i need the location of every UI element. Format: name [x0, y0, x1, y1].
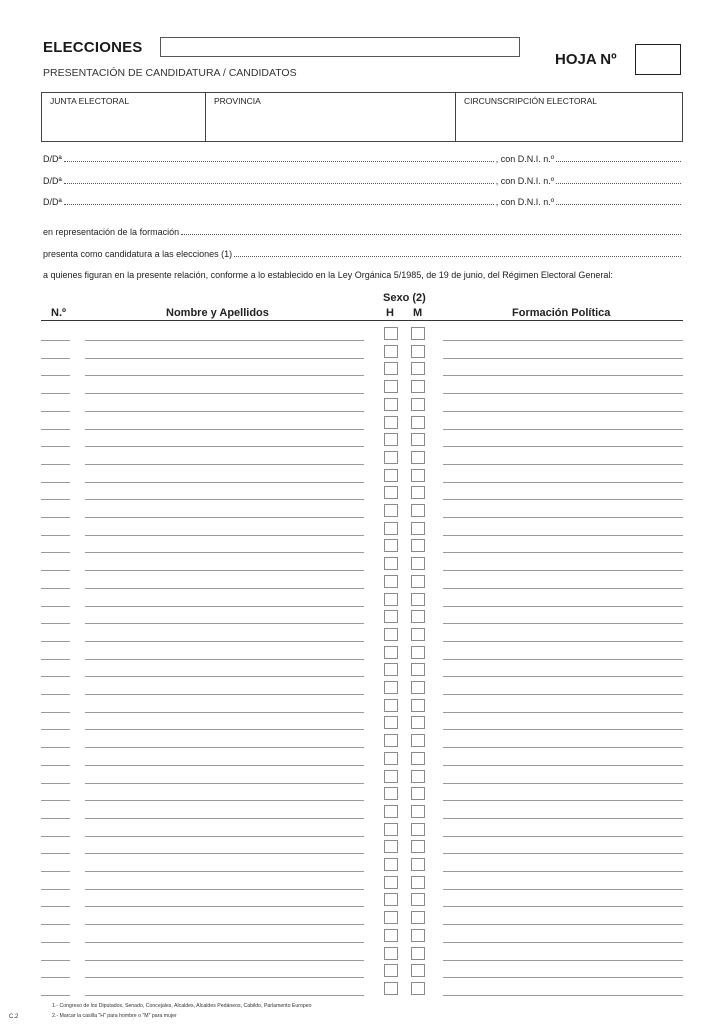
- sheet-number-label: HOJA Nº: [555, 51, 617, 68]
- declarant-line[interactable]: [43, 153, 683, 164]
- sex-h-checkbox[interactable]: [384, 929, 398, 942]
- sex-h-checkbox[interactable]: [384, 362, 398, 375]
- table-row: [0, 731, 720, 749]
- table-row: [0, 784, 720, 802]
- sex-m-checkbox[interactable]: [411, 416, 425, 429]
- sex-m-checkbox[interactable]: [411, 947, 425, 960]
- sex-m-checkbox[interactable]: [411, 716, 425, 729]
- sex-h-checkbox[interactable]: [384, 451, 398, 464]
- sex-m-checkbox[interactable]: [411, 787, 425, 800]
- sex-h-checkbox[interactable]: [384, 823, 398, 836]
- declarant-prefix: D/Dª: [43, 197, 62, 207]
- table-row: [0, 678, 720, 696]
- sex-h-checkbox[interactable]: [384, 646, 398, 659]
- relacion-statement: a quienes figuran en la presente relación, conforme a lo establecido en la Ley Orgánica 5/1985, de 19 de junio, del Régimen Electoral General:: [43, 270, 613, 280]
- table-row: [0, 837, 720, 855]
- sex-h-checkbox[interactable]: [384, 469, 398, 482]
- formacion-field[interactable]: [181, 226, 681, 235]
- sex-m-checkbox[interactable]: [411, 398, 425, 411]
- sheet-number-field[interactable]: [635, 44, 681, 75]
- table-row: [0, 342, 720, 360]
- table-row: [0, 413, 720, 431]
- table-row: [0, 572, 720, 590]
- sex-m-checkbox[interactable]: [411, 770, 425, 783]
- form-code: C.2: [9, 1014, 19, 1020]
- declarant-prefix: D/Dª: [43, 154, 62, 164]
- table-row: [0, 961, 720, 979]
- col-sexo-header: Sexo (2): [383, 292, 426, 304]
- sex-m-checkbox[interactable]: [411, 681, 425, 694]
- table-row: [0, 536, 720, 554]
- sex-h-checkbox[interactable]: [384, 911, 398, 924]
- electoral-info-table: [41, 92, 683, 142]
- sex-m-checkbox[interactable]: [411, 486, 425, 499]
- table-row: [0, 430, 720, 448]
- sex-h-checkbox[interactable]: [384, 982, 398, 995]
- sex-h-checkbox[interactable]: [384, 504, 398, 517]
- formacion-label: en representación de la formación: [43, 227, 180, 237]
- table-row: [0, 802, 720, 820]
- col-formacion-header: Formación Política: [512, 307, 611, 319]
- sex-h-checkbox[interactable]: [384, 345, 398, 358]
- sex-h-checkbox[interactable]: [384, 947, 398, 960]
- dni-label: , con D.N.I. n.º: [495, 197, 554, 207]
- table-row: [0, 979, 720, 997]
- col-numero-header: N.º: [51, 307, 67, 319]
- table-row: [0, 324, 720, 342]
- sex-m-checkbox[interactable]: [411, 327, 425, 340]
- sex-h-checkbox[interactable]: [384, 876, 398, 889]
- sex-m-checkbox[interactable]: [411, 539, 425, 552]
- sex-m-checkbox[interactable]: [411, 345, 425, 358]
- sex-h-checkbox[interactable]: [384, 699, 398, 712]
- dni-label: , con D.N.I. n.º: [495, 154, 554, 164]
- elecciones-label: presenta como candidatura a las elecciones (1): [43, 249, 233, 259]
- declarant-line[interactable]: [43, 196, 683, 207]
- sex-m-checkbox[interactable]: [411, 628, 425, 641]
- table-row: [0, 554, 720, 572]
- sex-m-checkbox[interactable]: [411, 911, 425, 924]
- table-row: [0, 607, 720, 625]
- table-row: [0, 660, 720, 678]
- circunscripcion-cell[interactable]: [456, 93, 682, 141]
- table-row: [0, 377, 720, 395]
- form-title: ELECCIONES: [43, 39, 143, 56]
- sex-h-checkbox[interactable]: [384, 893, 398, 906]
- table-row: [0, 359, 720, 377]
- sex-h-checkbox[interactable]: [384, 770, 398, 783]
- table-row: [0, 448, 720, 466]
- sex-h-checkbox[interactable]: [384, 787, 398, 800]
- circunscripcion-label: CIRCUNSCRIPCIÓN ELECTORAL: [464, 96, 598, 106]
- sex-m-checkbox[interactable]: [411, 876, 425, 889]
- sex-h-checkbox[interactable]: [384, 539, 398, 552]
- sex-m-checkbox[interactable]: [411, 380, 425, 393]
- sex-h-checkbox[interactable]: [384, 486, 398, 499]
- table-row: [0, 890, 720, 908]
- provincia-cell[interactable]: [206, 93, 456, 141]
- declarant-prefix: D/Dª: [43, 176, 62, 186]
- col-nombre-header: Nombre y Apellidos: [166, 307, 269, 319]
- elecciones-field[interactable]: [234, 248, 681, 257]
- junta-electoral-label: JUNTA ELECTORAL: [50, 96, 130, 106]
- table-row: [0, 713, 720, 731]
- number-field[interactable]: [41, 995, 70, 996]
- sex-m-checkbox[interactable]: [411, 593, 425, 606]
- table-row: [0, 908, 720, 926]
- table-row: [0, 696, 720, 714]
- sex-h-checkbox[interactable]: [384, 628, 398, 641]
- table-row: [0, 395, 720, 413]
- table-row: [0, 501, 720, 519]
- sex-m-checkbox[interactable]: [411, 663, 425, 676]
- sex-h-checkbox[interactable]: [384, 663, 398, 676]
- sex-m-checkbox[interactable]: [411, 610, 425, 623]
- footnote-2: 2.- Marcar la casilla "H" para hombre o "M" para mujer: [52, 1013, 177, 1019]
- sex-h-checkbox[interactable]: [384, 964, 398, 977]
- table-row: [0, 873, 720, 891]
- name-field[interactable]: [85, 995, 364, 996]
- col-h-header: H: [386, 307, 394, 319]
- table-row: [0, 944, 720, 962]
- sex-h-checkbox[interactable]: [384, 593, 398, 606]
- formacion-line[interactable]: [43, 226, 683, 237]
- sex-m-checkbox[interactable]: [411, 893, 425, 906]
- sex-m-checkbox[interactable]: [411, 840, 425, 853]
- sex-m-checkbox[interactable]: [411, 504, 425, 517]
- sex-m-checkbox[interactable]: [411, 823, 425, 836]
- sex-m-checkbox[interactable]: [411, 646, 425, 659]
- dni-field[interactable]: [556, 175, 681, 184]
- sex-m-checkbox[interactable]: [411, 734, 425, 747]
- table-row: [0, 466, 720, 484]
- declarant-name-field[interactable]: [64, 153, 494, 162]
- sex-h-checkbox[interactable]: [384, 522, 398, 535]
- table-row: [0, 926, 720, 944]
- party-field[interactable]: [443, 995, 683, 996]
- sex-m-checkbox[interactable]: [411, 362, 425, 375]
- table-row: [0, 855, 720, 873]
- sex-m-checkbox[interactable]: [411, 929, 425, 942]
- sex-h-checkbox[interactable]: [384, 575, 398, 588]
- declarant-name-field[interactable]: [64, 175, 494, 184]
- sex-m-checkbox[interactable]: [411, 964, 425, 977]
- footnote-1: 1.- Congreso de los Diputados, Senado, Concejales, Alcaldes, Alcaldes Pedáneos, Cabildo, Parlamento Europeo: [52, 1003, 312, 1009]
- sex-m-checkbox[interactable]: [411, 522, 425, 535]
- table-row: [0, 483, 720, 501]
- sex-h-checkbox[interactable]: [384, 327, 398, 340]
- sex-m-checkbox[interactable]: [411, 699, 425, 712]
- table-row: [0, 820, 720, 838]
- sex-h-checkbox[interactable]: [384, 681, 398, 694]
- sex-h-checkbox[interactable]: [384, 380, 398, 393]
- sex-m-checkbox[interactable]: [411, 433, 425, 446]
- table-row: [0, 519, 720, 537]
- sex-m-checkbox[interactable]: [411, 858, 425, 871]
- sex-m-checkbox[interactable]: [411, 805, 425, 818]
- election-name-field[interactable]: [160, 37, 520, 57]
- sex-h-checkbox[interactable]: [384, 398, 398, 411]
- sex-h-checkbox[interactable]: [384, 858, 398, 871]
- table-row: [0, 767, 720, 785]
- sex-h-checkbox[interactable]: [384, 840, 398, 853]
- table-row: [0, 643, 720, 661]
- table-row: [0, 625, 720, 643]
- header-rule: [41, 320, 683, 321]
- junta-electoral-cell[interactable]: [42, 93, 206, 141]
- sex-h-checkbox[interactable]: [384, 557, 398, 570]
- declarant-line[interactable]: [43, 175, 683, 186]
- sex-h-checkbox[interactable]: [384, 610, 398, 623]
- table-row: [0, 749, 720, 767]
- form-subtitle: PRESENTACIÓN DE CANDIDATURA / CANDIDATOS: [43, 67, 297, 79]
- dni-field[interactable]: [556, 196, 681, 205]
- sex-m-checkbox[interactable]: [411, 557, 425, 570]
- declarant-name-field[interactable]: [64, 196, 494, 205]
- dni-field[interactable]: [556, 153, 681, 162]
- sex-h-checkbox[interactable]: [384, 805, 398, 818]
- col-m-header: M: [413, 307, 423, 319]
- sex-h-checkbox[interactable]: [384, 734, 398, 747]
- sex-h-checkbox[interactable]: [384, 433, 398, 446]
- sex-h-checkbox[interactable]: [384, 716, 398, 729]
- sex-m-checkbox[interactable]: [411, 469, 425, 482]
- sex-m-checkbox[interactable]: [411, 982, 425, 995]
- sex-m-checkbox[interactable]: [411, 451, 425, 464]
- dni-label: , con D.N.I. n.º: [495, 176, 554, 186]
- sex-m-checkbox[interactable]: [411, 752, 425, 765]
- sex-h-checkbox[interactable]: [384, 416, 398, 429]
- elecciones-line[interactable]: [43, 248, 683, 259]
- sex-h-checkbox[interactable]: [384, 752, 398, 765]
- provincia-label: PROVINCIA: [214, 96, 261, 106]
- sex-m-checkbox[interactable]: [411, 575, 425, 588]
- table-row: [0, 590, 720, 608]
